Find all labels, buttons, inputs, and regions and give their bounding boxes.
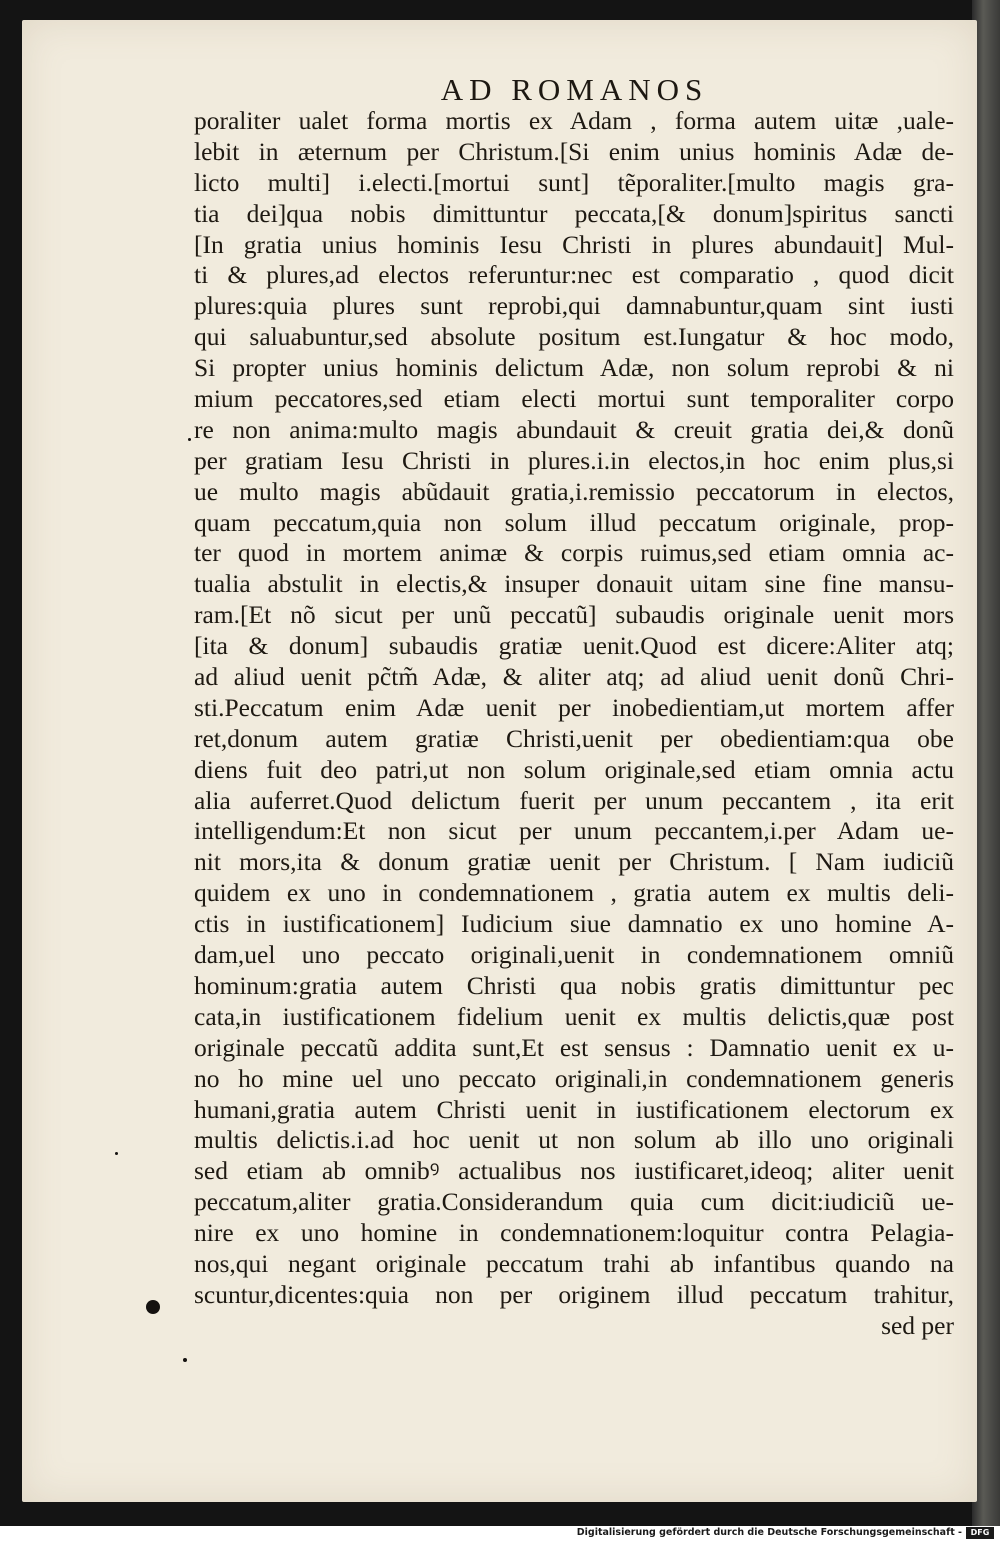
running-head: AD ROMANOS (440, 72, 709, 107)
text-line: plures:quia plures sunt reprobi,qui damnabuntur,quam sint iusti (194, 291, 954, 321)
text-line: intelligendum:Et non sicut per unum peccantem,i.per Adam ue- (194, 816, 954, 846)
text-line: humani,gratia autem Christi uenit in iustificationem electorum ex (194, 1094, 954, 1124)
text-line: quidem ex uno in condemnationem , gratia autem ex multis deli- (194, 878, 954, 908)
text-line: ue multo magis abũdauit gratia,i.remissio peccatorum in electos, (194, 476, 954, 506)
body-text (194, 106, 954, 1342)
text-line: licto multi] i.electi.[mortui sunt] tẽporaliter.[multo magis gra- (194, 167, 954, 197)
text-line: tia dei]qua nobis dimittuntur peccata,[& donum]spiritus sancti (194, 198, 954, 228)
text-line: sed per (881, 1310, 954, 1340)
margin-ink-speck (188, 438, 191, 441)
text-line: [In gratia unius hominis Iesu Christi in plures abundauit] Mul- (194, 229, 954, 259)
text-line: scuntur,dicentes:quia non per originem illud peccatum trahitur, (194, 1279, 954, 1309)
text-line: cata,in iustificationem fidelium uenit ex multis delictis,quæ post (194, 1001, 954, 1031)
text-line: mium peccatores,sed etiam electi mortui sunt temporaliter corpo (194, 384, 954, 414)
text-line: nos,qui negant originale peccatum trahi ab infantibus quando na (194, 1248, 954, 1278)
text-line: Si propter unius hominis delictum Adæ, non solum reprobi & ni (194, 353, 954, 383)
text-line: [ita & donum] subaudis gratiæ uenit.Quod est dicere:Aliter atq; (194, 631, 954, 661)
margin-ink-speck (183, 1358, 187, 1362)
text-line: no ho mine uel uno peccato originali,in condemnationem generis (194, 1063, 954, 1093)
text-line: lebit in æternum per Christum.[Si enim unius hominis Adæ de- (194, 136, 954, 166)
text-line: nire ex uno homine in condemnationem:loquitur contra Pelagia- (194, 1218, 954, 1248)
text-line: re non anima:multo magis abundauit & creuit gratia dei,& donũ (194, 414, 954, 444)
text-line: ti & plures,ad electos referuntur:nec est comparatio , quod dicit (194, 260, 954, 290)
text-line: diens fuit deo patri,ut non solum originale,sed etiam omnia actu (194, 754, 954, 784)
text-line: per gratiam Iesu Christi in plures.i.in electos,in hoc enim plus,si (194, 445, 954, 475)
text-line: dam,uel uno peccato originali,uenit in condemnationem omniũ (194, 940, 954, 970)
text-line: nit mors,ita & donum gratiæ uenit per Christum. [ Nam iudiciũ (194, 847, 954, 877)
text-line: alia auferret.Quod delictum fuerit per unum peccantem , ita erit (194, 785, 954, 815)
funding-credit: Digitalisierung gefördert durch die Deutsche Forschungsgemeinschaft - (576, 1527, 962, 1538)
digitization-footer (0, 1526, 1000, 1541)
text-line: originale peccatũ addita sunt,Et est sensus : Damnatio uenit ex u- (194, 1032, 954, 1062)
margin-ink-dot (146, 1300, 160, 1314)
text-line: ctis in iustificationem] Iudicium siue damnatio ex uno homine A- (194, 909, 954, 939)
text-line: ad aliud uenit pc̃tm̃ Adæ, & aliter atq; ad aliud uenit donũ Chri- (194, 662, 954, 692)
text-line: ram.[Et nõ sicut per unũ peccatũ] subaudis originale uenit mors (194, 600, 954, 630)
text-line: ret,donum autem gratiæ Christi,uenit per obedientiam:qua obe (194, 723, 954, 753)
text-line: quam peccatum,quia non solum illud peccatum originale, prop- (194, 507, 954, 537)
text-line: poraliter ualet forma mortis ex Adam , forma autem uitæ ,uale- (194, 106, 954, 135)
text-line: peccatum,aliter gratia.Considerandum quia cum dicit:iudiciũ ue- (194, 1187, 954, 1217)
text-line: tualia abstulit in electis,& insuper donauit uitam sine fine mansu- (194, 569, 954, 599)
text-line: multis delictis.i.ad hoc uenit ut non solum ab illo uno originali (194, 1125, 954, 1155)
dfg-logo: DFG (966, 1527, 994, 1539)
margin-ink-speck (115, 1152, 118, 1155)
text-line: sti.Peccatum enim Adæ uenit per inobedientiam,ut mortem affer (194, 692, 954, 722)
text-line: sed etiam ab omnibꝰ actualibus nos iustificaret,ideoq; aliter uenit (194, 1156, 954, 1186)
text-line: qui saluabuntur,sed absolute positum est.Iungatur & hoc modo, (194, 322, 954, 352)
text-line: hominum:gratia autem Christi qua nobis gratis dimittuntur pec (194, 970, 954, 1000)
book-page (22, 20, 977, 1502)
text-line: ter quod in mortem animæ & corpis ruimus,sed etiam omnia ac- (194, 538, 954, 568)
